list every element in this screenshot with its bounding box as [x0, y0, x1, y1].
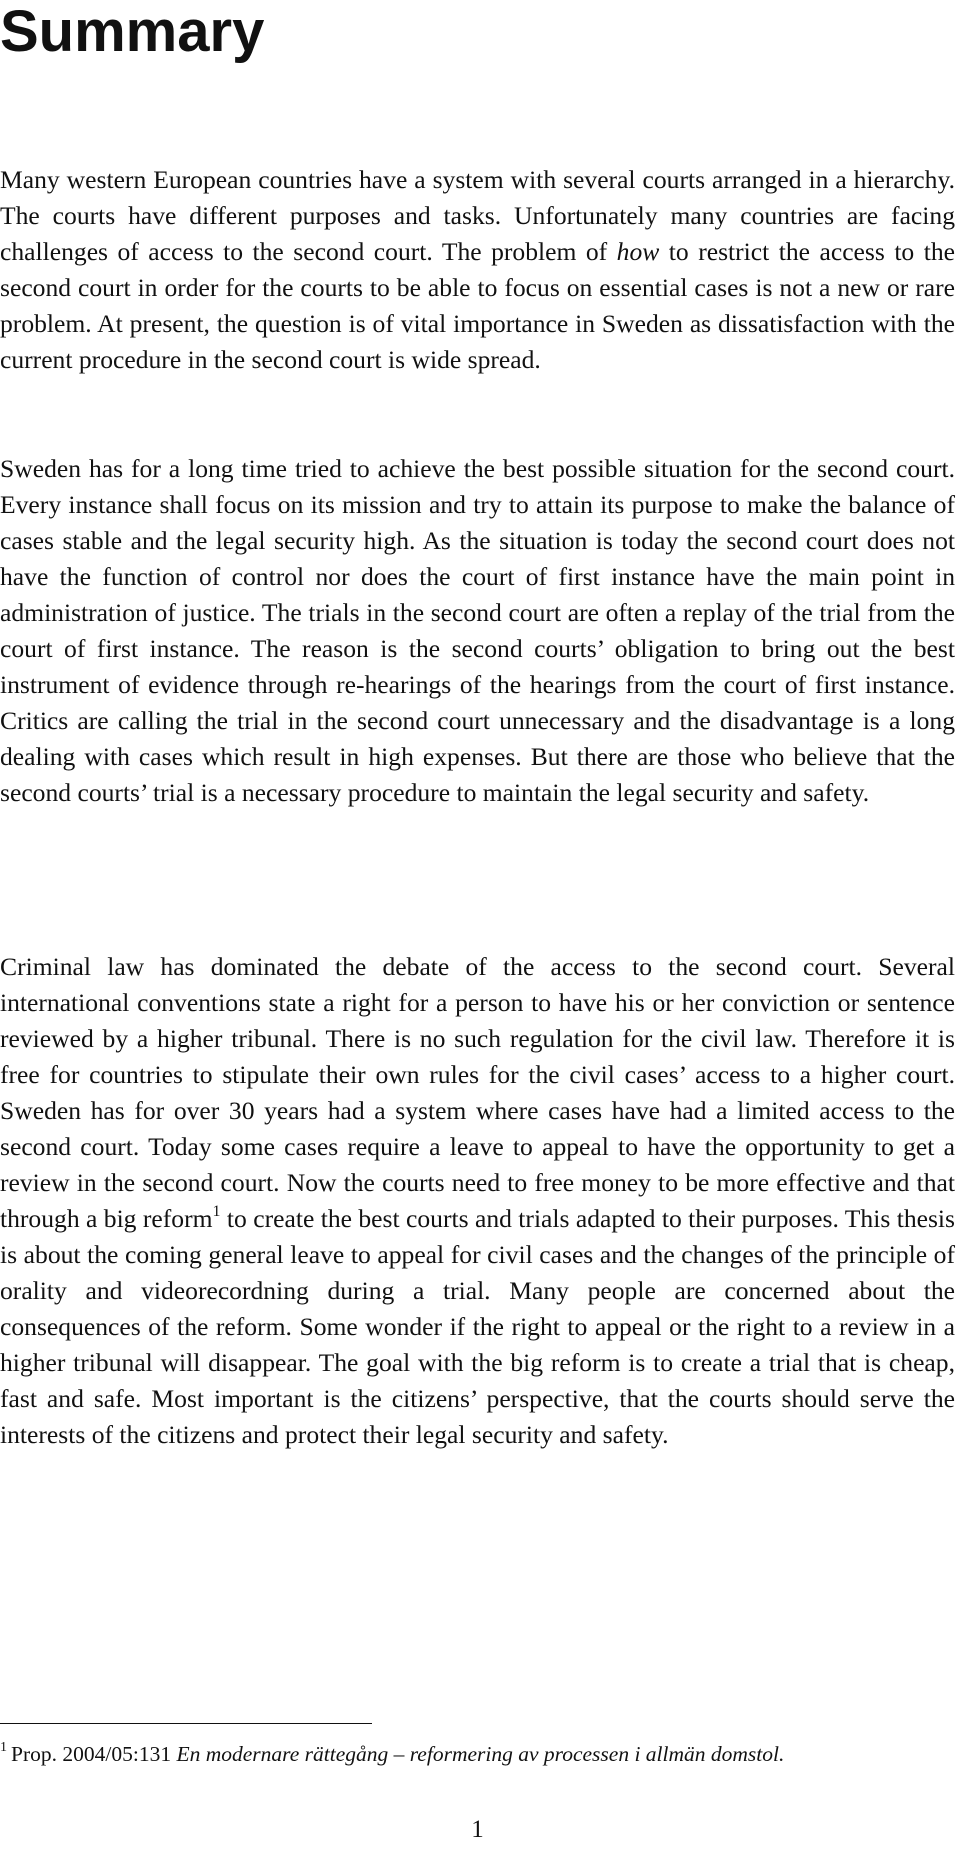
paragraph-1-text-a: Many western European countries have a system with several courts arranged in a hierarchy. The courts have different purposes and tasks. Unfortunately many countries are facing challenges of access to the second court. The problem of [0, 165, 955, 266]
page-title: Summary [0, 0, 265, 64]
paragraph-1-emphasis: how [616, 237, 660, 266]
paragraph-3-text-a: Criminal law has dominated the debate of the access to the second court. Several international conventions state a right for a person to have his or her conviction or sentence reviewed by a higher tribunal. There is no such regulation for the civil law. Therefore it is free for countries to stipulate their own rules for the civil cases’ access to a higher court. Sweden has for over 30 years had a system where cases have had a limited access to the second court. Today some cases require a leave to appeal to have the opportunity to get a review in the second court. Now the courts need to free money to be more effective and that through a big reform [0, 952, 955, 1233]
footnote [0, 1739, 955, 1769]
page-number: 1 [471, 1816, 484, 1843]
paragraph-3 [0, 949, 955, 1453]
paragraph-1-text-b: to restrict the access to the second court in order for the courts to be able to focus on essential cases is not a new or rare problem. At present, the question is of vital importance in Sweden as dissatisfaction with the current procedure in the second court is wide spread. [0, 237, 955, 374]
paragraph-3-text-b: to create the best courts and trials adapted to their purposes. This thesis is about the coming general leave to appeal for civil cases and the changes of the principle of orality and videorecordning during a trial. Many people are concerned about the consequences of the reform. Some wonder if the right to appeal or the right to a review in a higher tribunal will disappear. The goal with the big reform is to create a trial that is cheap, fast and safe. Most important is the citizens’ perspective, that the courts should serve the interests of the citizens and protect their legal security and safety. [0, 1204, 956, 1449]
footnote-number: 1 [0, 1740, 7, 1755]
footnote-reference[interactable]: 1 [212, 1203, 221, 1220]
paragraph-2: Sweden has for a long time tried to achieve the best possible situation for the second court. Every instance shall focus on its mission and try to attain its purpose to make the balance of cases stable and the legal security high. As the situation is today the second court does not have the function of control nor does the court of first instance have the main point in administration of justice. The trials in the second court are often a replay of the trial from the court of first instance. The reason is the second courts’ obligation to bring out the best instrument of evidence through re-hearings of the hearings from the court of first instance. Critics are calling the trial in the second court unnecessary and the disadvantage is a long dealing with cases which result in high expenses. But there are those who believe that the second courts’ trial is a necessary procedure to maintain the legal security and safety. [0, 454, 955, 807]
footnote-text: Prop. 2004/05:131 [11, 1742, 177, 1766]
footnote-title: En modernare rättegång – reformering av processen i allmän domstol. [176, 1742, 785, 1766]
paragraph-1 [0, 162, 955, 378]
footnote-divider [0, 1723, 372, 1724]
